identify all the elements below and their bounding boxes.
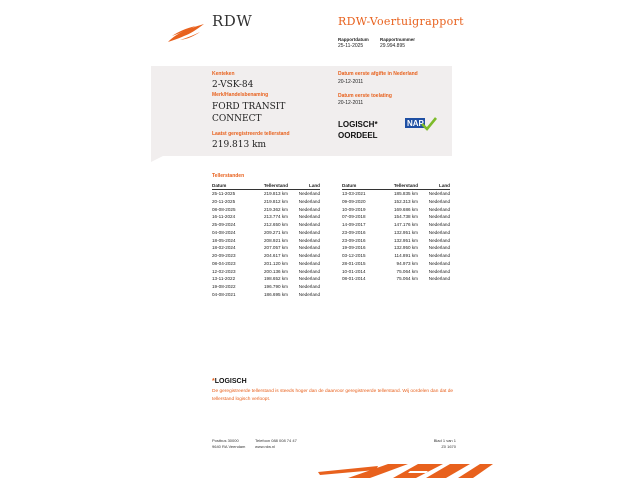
- row-date: 14-09-2017: [342, 222, 366, 227]
- row-date: 09-09-2020: [342, 198, 366, 204]
- row-country: Nederland: [428, 206, 450, 212]
- row-date: 19-09-2016: [342, 245, 366, 251]
- table-row: [212, 206, 320, 214]
- row-country: Nederland: [298, 214, 320, 220]
- logisch-title: [212, 378, 247, 385]
- table-row: [342, 268, 450, 276]
- table-row: [342, 213, 450, 221]
- row-country: Nederland: [298, 276, 320, 282]
- row-date: 08-01-2014: [342, 276, 366, 282]
- header-tellerstand: Tellerstand: [263, 183, 288, 188]
- table-header: [342, 182, 450, 190]
- footer-address-line-2: 9640 RA Veendam: [212, 444, 246, 449]
- row-mileage: 147.176 km: [393, 222, 418, 227]
- header-datum: Datum: [212, 183, 227, 188]
- row-date: 19-08-2022: [212, 284, 236, 289]
- row-country: Nederland: [428, 214, 450, 220]
- row-mileage: 75.064 km: [396, 268, 418, 274]
- table-row: [342, 229, 450, 237]
- footer-phone: Telefoon 088 008 74 47: [255, 438, 297, 443]
- first-issue-label: Datum eerste afgifte in Nederland: [338, 71, 418, 77]
- nap-badge-text: NAP: [407, 119, 424, 128]
- row-country: Nederland: [298, 191, 320, 196]
- footer-page-number: Blad 1 van 1: [433, 438, 456, 443]
- merk-value: [212, 101, 312, 125]
- row-mileage: 132.951 km: [393, 229, 418, 235]
- row-country: Nederland: [298, 260, 320, 266]
- row-mileage: 132.950 km: [393, 245, 418, 251]
- report-number: [380, 36, 425, 50]
- merk-line-1: FORD TRANSIT: [212, 102, 286, 112]
- row-date: 13-03-2021: [342, 191, 366, 196]
- logisch-title-text: LOGISCH: [214, 378, 247, 385]
- merk-label: Merk/Handelsbenaming: [212, 92, 269, 98]
- verdict-line-1: LOGISCH*: [338, 120, 378, 129]
- row-date: 16-11-2024: [212, 214, 236, 220]
- table-row: [212, 244, 320, 252]
- row-date: 10-09-2019: [342, 206, 366, 212]
- footer-code: Z0 1670: [441, 444, 456, 449]
- decorative-stripes: [318, 462, 493, 480]
- document-title: RDW-Voertuigrapport: [338, 15, 464, 28]
- table-header: [212, 182, 320, 190]
- table-row: [342, 275, 450, 283]
- report-number-value: 29.994.895: [380, 43, 406, 49]
- row-date: 10-01-2014: [342, 268, 366, 274]
- row-country: Nederland: [428, 268, 450, 274]
- footer-website[interactable]: www.rdw.nl: [255, 444, 276, 449]
- row-mileage: 219.813 km: [263, 191, 288, 196]
- row-date: 25-11-2025: [212, 191, 236, 196]
- mileage-table-left: [212, 182, 320, 299]
- last-mileage-value: 219.813 km: [212, 140, 267, 150]
- row-country: Nederland: [298, 284, 320, 289]
- footer-address-line-1: Postbus 30000: [212, 438, 239, 443]
- row-country: Nederland: [428, 191, 450, 196]
- row-country: Nederland: [428, 245, 450, 251]
- row-country: Nederland: [428, 229, 450, 235]
- verdict-line-2: OORDEEL: [338, 131, 378, 140]
- row-country: Nederland: [428, 260, 450, 266]
- row-date: 08-04-2023: [212, 260, 236, 266]
- row-date: 20-11-2025: [212, 198, 236, 204]
- table-row: [342, 198, 450, 206]
- table-row: [212, 198, 320, 206]
- report-date: [338, 36, 383, 50]
- row-country: Nederland: [298, 268, 320, 274]
- row-mileage: 132.951 km: [393, 237, 418, 243]
- table-row: [212, 252, 320, 260]
- row-date: 04-08-2021: [212, 291, 236, 297]
- logisch-explanation: De geregistreerde tellerstand is steeds hoger dan de daarvoor geregistreerde tellerstand. Wij oordelen dan dat de tellerstand logisch verloopt.: [212, 389, 454, 402]
- nap-badge: [405, 117, 437, 131]
- report-number-label: Rapportnummer: [380, 37, 416, 42]
- footer-page-info: [420, 438, 456, 450]
- table-row: [212, 221, 320, 229]
- row-mileage: 213.774 km: [263, 214, 288, 220]
- table-row: [212, 190, 320, 198]
- row-country: Nederland: [298, 253, 320, 258]
- table-row: [212, 268, 320, 276]
- row-date: 04-08-2024: [212, 229, 236, 235]
- footer-address: [212, 438, 245, 450]
- row-date: 23-09-2016: [342, 237, 366, 243]
- row-mileage: 75.064 km: [396, 276, 418, 282]
- row-date: 23-09-2016: [342, 229, 366, 235]
- table-row: [212, 213, 320, 221]
- row-date: 28-01-2015: [342, 260, 366, 266]
- table-row: [342, 221, 450, 229]
- row-mileage: 114.891 km: [394, 253, 418, 258]
- row-date: 13-11-2022: [212, 276, 236, 282]
- row-mileage: 212.650 km: [263, 222, 288, 227]
- kenteken-label: Kenteken: [212, 71, 235, 77]
- kenteken-value: 2-VSK-84: [212, 80, 254, 90]
- table-title: Tellerstanden: [212, 173, 245, 179]
- row-mileage: 169.686 km: [393, 206, 418, 212]
- table-row: [212, 283, 320, 291]
- table-row: [342, 237, 450, 245]
- row-mileage: 201.120 km: [263, 260, 288, 266]
- report-date-value: 25-11-2025: [338, 43, 364, 49]
- header-datum: Datum: [342, 183, 357, 188]
- row-mileage: 200.136 km: [263, 268, 288, 274]
- row-mileage: 198.652 km: [263, 276, 288, 282]
- table-row: [212, 260, 320, 268]
- last-mileage-label: Laatst geregistreerde tellerstand: [212, 131, 290, 137]
- row-mileage: 219.362 km: [263, 206, 288, 212]
- row-date: 07-09-2018: [342, 214, 366, 220]
- row-mileage: 219.812 km: [263, 198, 288, 204]
- header-land: Land: [439, 183, 450, 188]
- row-date: 08-08-2025: [212, 206, 236, 212]
- row-mileage: 94.973 km: [396, 260, 418, 266]
- row-country: Nederland: [428, 276, 450, 282]
- row-country: Nederland: [298, 198, 320, 204]
- first-issue-value: 20-12-2011: [338, 79, 364, 85]
- table-row: [342, 244, 450, 252]
- row-mileage: 196.790 km: [263, 284, 288, 289]
- row-mileage: 152.313 km: [393, 198, 418, 204]
- table-row: [212, 291, 320, 299]
- row-country: Nederland: [428, 198, 450, 204]
- row-date: 12-02-2023: [212, 268, 236, 274]
- rdw-logo-icon: [166, 22, 206, 44]
- table-row: [212, 237, 320, 245]
- row-mileage: 209.271 km: [263, 229, 288, 235]
- row-mileage: 207.057 km: [263, 245, 288, 251]
- first-admission-label: Datum eerste toelating: [338, 93, 392, 99]
- table-row: [342, 206, 450, 214]
- row-mileage: 186.695 km: [263, 291, 288, 297]
- row-country: Nederland: [428, 253, 450, 258]
- row-country: Nederland: [298, 222, 320, 227]
- mileage-table-right: [342, 182, 450, 283]
- row-country: Nederland: [298, 291, 320, 297]
- row-mileage: 208.921 km: [263, 237, 288, 243]
- table-row: [212, 275, 320, 283]
- row-date: 18-05-2024: [212, 237, 236, 243]
- report-date-label: Rapportdatum: [338, 37, 369, 42]
- first-admission-value: 20-12-2011: [338, 100, 364, 106]
- row-mileage: 204.617 km: [263, 253, 288, 258]
- footer-contact: [255, 438, 297, 450]
- row-country: Nederland: [298, 237, 320, 243]
- row-country: Nederland: [298, 206, 320, 212]
- header-tellerstand: Tellerstand: [393, 183, 418, 188]
- row-mileage: 185.835 km: [393, 191, 418, 196]
- logo-text: RDW: [212, 12, 253, 30]
- table-row: [342, 260, 450, 268]
- row-date: 18-02-2024: [212, 245, 236, 251]
- merk-line-2: CONNECT: [212, 114, 262, 124]
- row-country: Nederland: [298, 245, 320, 251]
- logisch-asterisk: *: [212, 378, 215, 385]
- table-row: [212, 229, 320, 237]
- panel-corner-accent: [151, 150, 163, 162]
- row-date: 03-12-2015: [342, 253, 366, 258]
- verdict: [338, 119, 398, 141]
- row-date: 20-09-2023: [212, 253, 236, 258]
- table-row: [342, 190, 450, 198]
- row-country: Nederland: [428, 222, 450, 227]
- row-country: Nederland: [428, 237, 450, 243]
- row-mileage: 154.738 km: [393, 214, 418, 220]
- row-country: Nederland: [298, 229, 320, 235]
- header-land: Land: [309, 183, 320, 188]
- row-date: 25-09-2024: [212, 222, 236, 227]
- table-row: [342, 252, 450, 260]
